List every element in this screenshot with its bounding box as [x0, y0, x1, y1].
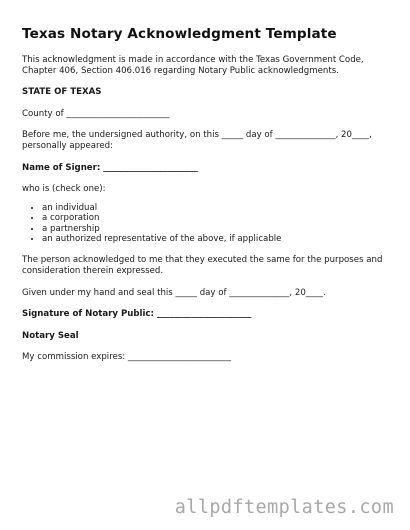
- given-under-line: Given under my hand and seal this _____ day of ______________, 20____.: [22, 287, 326, 298]
- intro-paragraph: This acknowledgment is made in accordance with the Texas Government Code, Chapter 406, Section 406.016 regarding Notary Public acknowledgments.: [22, 55, 364, 76]
- document-title: Texas Notary Acknowledgment Template: [22, 26, 337, 42]
- before-me-paragraph: Before me, the undersigned authority, on this _____ day of ______________, 20____, personally appeared:: [22, 130, 372, 151]
- name-of-signer-line: Name of Signer: ______________________: [22, 162, 198, 173]
- list-item: • an authorized representative of the above, if applicable: [42, 234, 392, 244]
- state-heading: STATE OF TEXAS: [22, 87, 102, 98]
- signer-type-list: [22, 203, 392, 245]
- notary-seal-heading: Notary Seal: [22, 330, 79, 341]
- list-item: • a partnership: [42, 224, 392, 234]
- county-line: County of ________________________: [22, 108, 170, 119]
- notary-signature-line: Signature of Notary Public: ______________________: [22, 309, 252, 320]
- acknowledged-paragraph: The person acknowledged to me that they executed the same for the purposes and consideration therein expressed.: [22, 255, 383, 276]
- commission-expires-line: My commission expires: ________________________: [22, 352, 232, 363]
- document-page: [22, 26, 392, 374]
- who-is-label: who is (check one):: [22, 184, 106, 195]
- watermark: allpdftemplates.com: [174, 497, 394, 518]
- list-item: • an individual: [42, 203, 392, 213]
- list-item: • a corporation: [42, 213, 392, 223]
